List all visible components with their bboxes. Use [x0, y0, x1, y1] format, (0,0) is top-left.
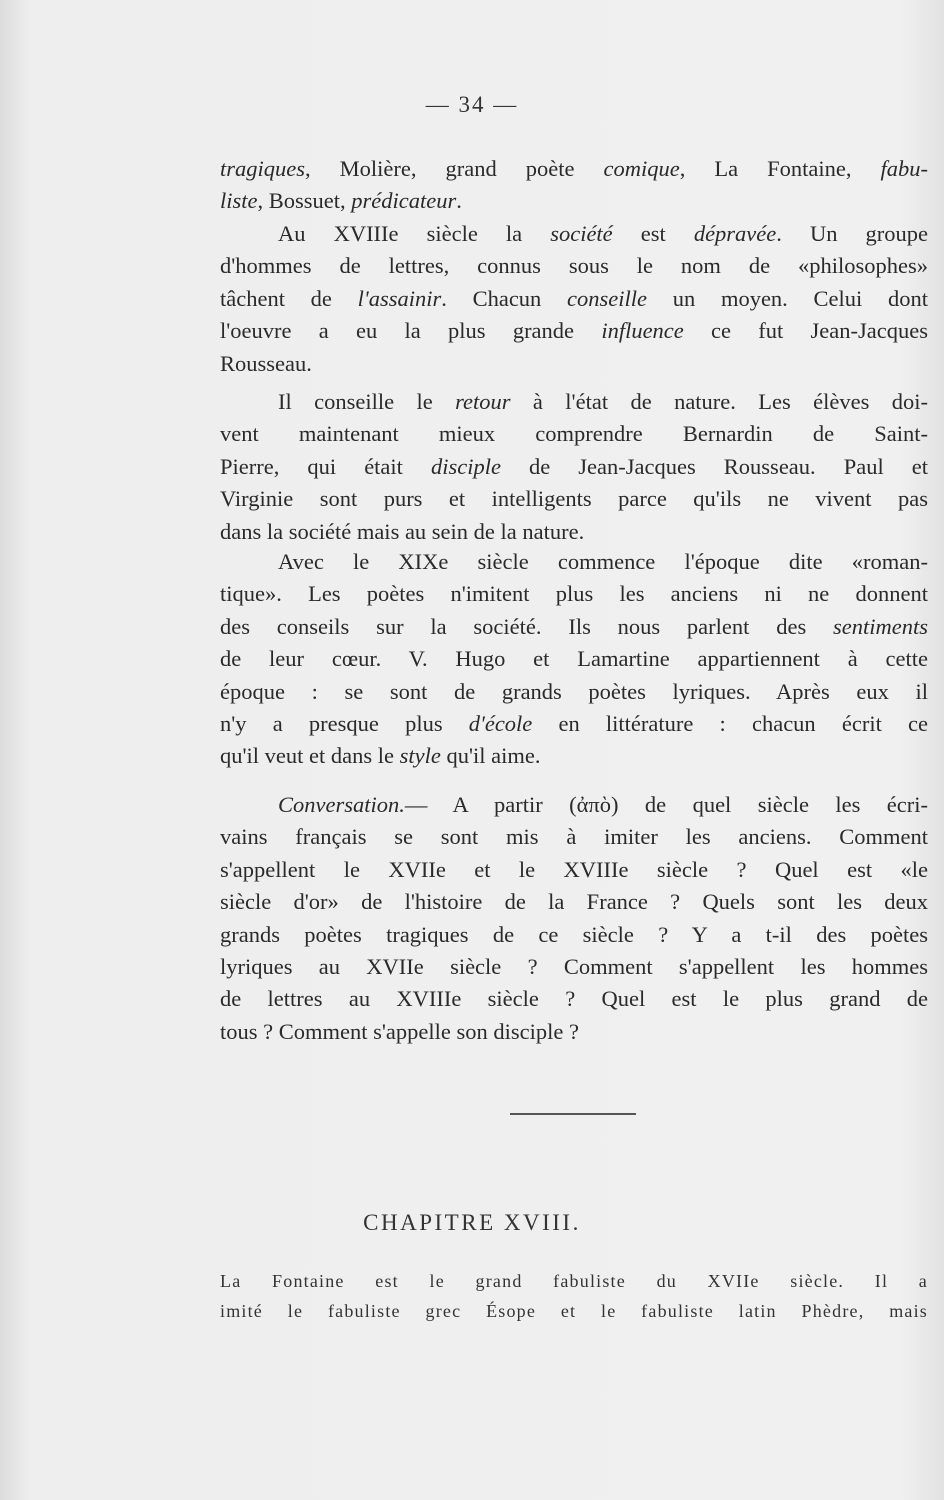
text-line: [220, 153, 928, 185]
italic-word: Conversation.: [278, 792, 405, 817]
italic-word: l'assainir: [357, 285, 442, 311]
text-line: dans la société mais au sein de la nature.: [220, 518, 585, 544]
italic-word: influence: [601, 318, 684, 344]
text-line: d'hommes de lettres, connus sous le nom de «philosophes»: [220, 253, 928, 279]
text-line: Virginie sont purs et intelligents parce qu'ils ne vivent pas: [220, 486, 928, 512]
text-run: .: [456, 188, 462, 214]
text-line: [220, 708, 928, 740]
text-run: de Jean-Jacques Rousseau. Paul et: [500, 453, 928, 479]
text-run: . Chacun: [441, 285, 568, 311]
text-run: n'y a presque plus: [220, 711, 469, 737]
italic-word: style: [399, 743, 441, 769]
text-line: lyriques au XVIIe siècle ? Comment s'appellent les hommes: [220, 954, 928, 980]
paragraph-3: [220, 386, 928, 548]
text-line: époque : se sont de grands poètes lyriques. Après eux il: [220, 678, 928, 704]
text-run: . Un groupe: [776, 221, 929, 246]
text-line: [220, 386, 928, 418]
chapter-title: CHAPITRE XVIII.: [363, 1210, 581, 1235]
text-run: l'oeuvre a eu la plus grande: [220, 318, 602, 344]
text-line: [220, 740, 928, 772]
italic-word: prédicateur: [351, 188, 457, 214]
text-run: ce fut Jean-Jacques: [683, 318, 928, 344]
text-run: , La Fontaine,: [679, 156, 881, 181]
text-line: tique». Les poètes n'imitent plus les anciens ni ne donnent: [220, 581, 928, 607]
italic-word: société: [550, 221, 613, 246]
text-run: Au XVIIIe siècle la: [278, 221, 551, 246]
page-number: — 34 —: [425, 92, 519, 117]
text-line: [220, 218, 928, 250]
text-line: [220, 315, 928, 347]
text-run: en littérature : chacun écrit ce: [532, 711, 928, 737]
text-line: s'appellent le XVIIe et le XVIIIe siècle ? Quel est «le: [220, 856, 928, 882]
text-line: [220, 451, 928, 483]
text-run: à l'état de nature. Les élèves doi-: [510, 389, 929, 414]
italic-word: comique: [603, 156, 680, 181]
text-line: La Fontaine est le grand fabuliste du XVIIe siècle. Il a: [220, 1271, 928, 1291]
text-line: [220, 185, 928, 217]
text-run: des conseils sur la société. Ils nous parlent des: [220, 613, 833, 639]
paragraph-1: [220, 153, 928, 218]
paragraph-4: [220, 546, 928, 773]
text-run: , Bossuet,: [257, 188, 352, 214]
text-run: — A partir (ἀπὸ) de quel siècle les écri-: [404, 792, 928, 817]
text-line: grands poètes tragiques de ce siècle ? Y a t-il des poètes: [220, 921, 928, 947]
italic-word: sentiments: [833, 613, 928, 639]
chapter-text: [220, 1266, 928, 1326]
italic-word: liste: [220, 188, 258, 214]
italic-word: retour: [455, 389, 511, 414]
text-line: [220, 789, 928, 821]
text-line: Rousseau.: [220, 350, 312, 376]
italic-word: dépravée: [693, 221, 777, 246]
text-run: tâchent de: [220, 285, 358, 311]
text-line: [220, 611, 928, 643]
text-line: vent maintenant mieux comprendre Bernardin de Saint-: [220, 421, 928, 447]
text-line: [220, 283, 928, 315]
text-line: de leur cœur. V. Hugo et Lamartine appartiennent à cette: [220, 646, 928, 672]
text-line: vains français se sont mis à imiter les anciens. Comment: [220, 824, 928, 850]
text-run: , Molière, grand poète: [305, 156, 604, 181]
text-run: Il conseille le: [278, 389, 456, 414]
paragraph-2: [220, 218, 928, 380]
italic-word: d'école: [468, 711, 533, 737]
section-divider: [510, 1113, 636, 1115]
text-run: Pierre, qui était: [220, 453, 431, 479]
text-line: siècle d'or» de l'histoire de la France ? Quels sont les deux: [220, 889, 928, 915]
italic-word: tragiques: [220, 156, 306, 181]
text-line: tous ? Comment s'appelle son disciple ?: [220, 1018, 579, 1044]
italic-word: fabu-: [880, 156, 928, 181]
text-run: un moyen. Celui dont: [647, 285, 928, 311]
text-line: imité le fabuliste grec Ésope et le fabuliste latin Phèdre, mais: [220, 1301, 928, 1321]
italic-word: disciple: [430, 453, 501, 479]
text-run: qu'il aime.: [440, 743, 541, 769]
text-run: est: [612, 221, 694, 246]
text-run: qu'il veut et dans le: [220, 743, 400, 769]
italic-word: conseille: [567, 285, 648, 311]
conversation-paragraph: [220, 789, 928, 1048]
text-line: de lettres au XVIIIe siècle ? Quel est le plus grand de: [220, 986, 928, 1012]
text-line: Avec le XIXe siècle commence l'époque dite «roman-: [278, 549, 928, 574]
